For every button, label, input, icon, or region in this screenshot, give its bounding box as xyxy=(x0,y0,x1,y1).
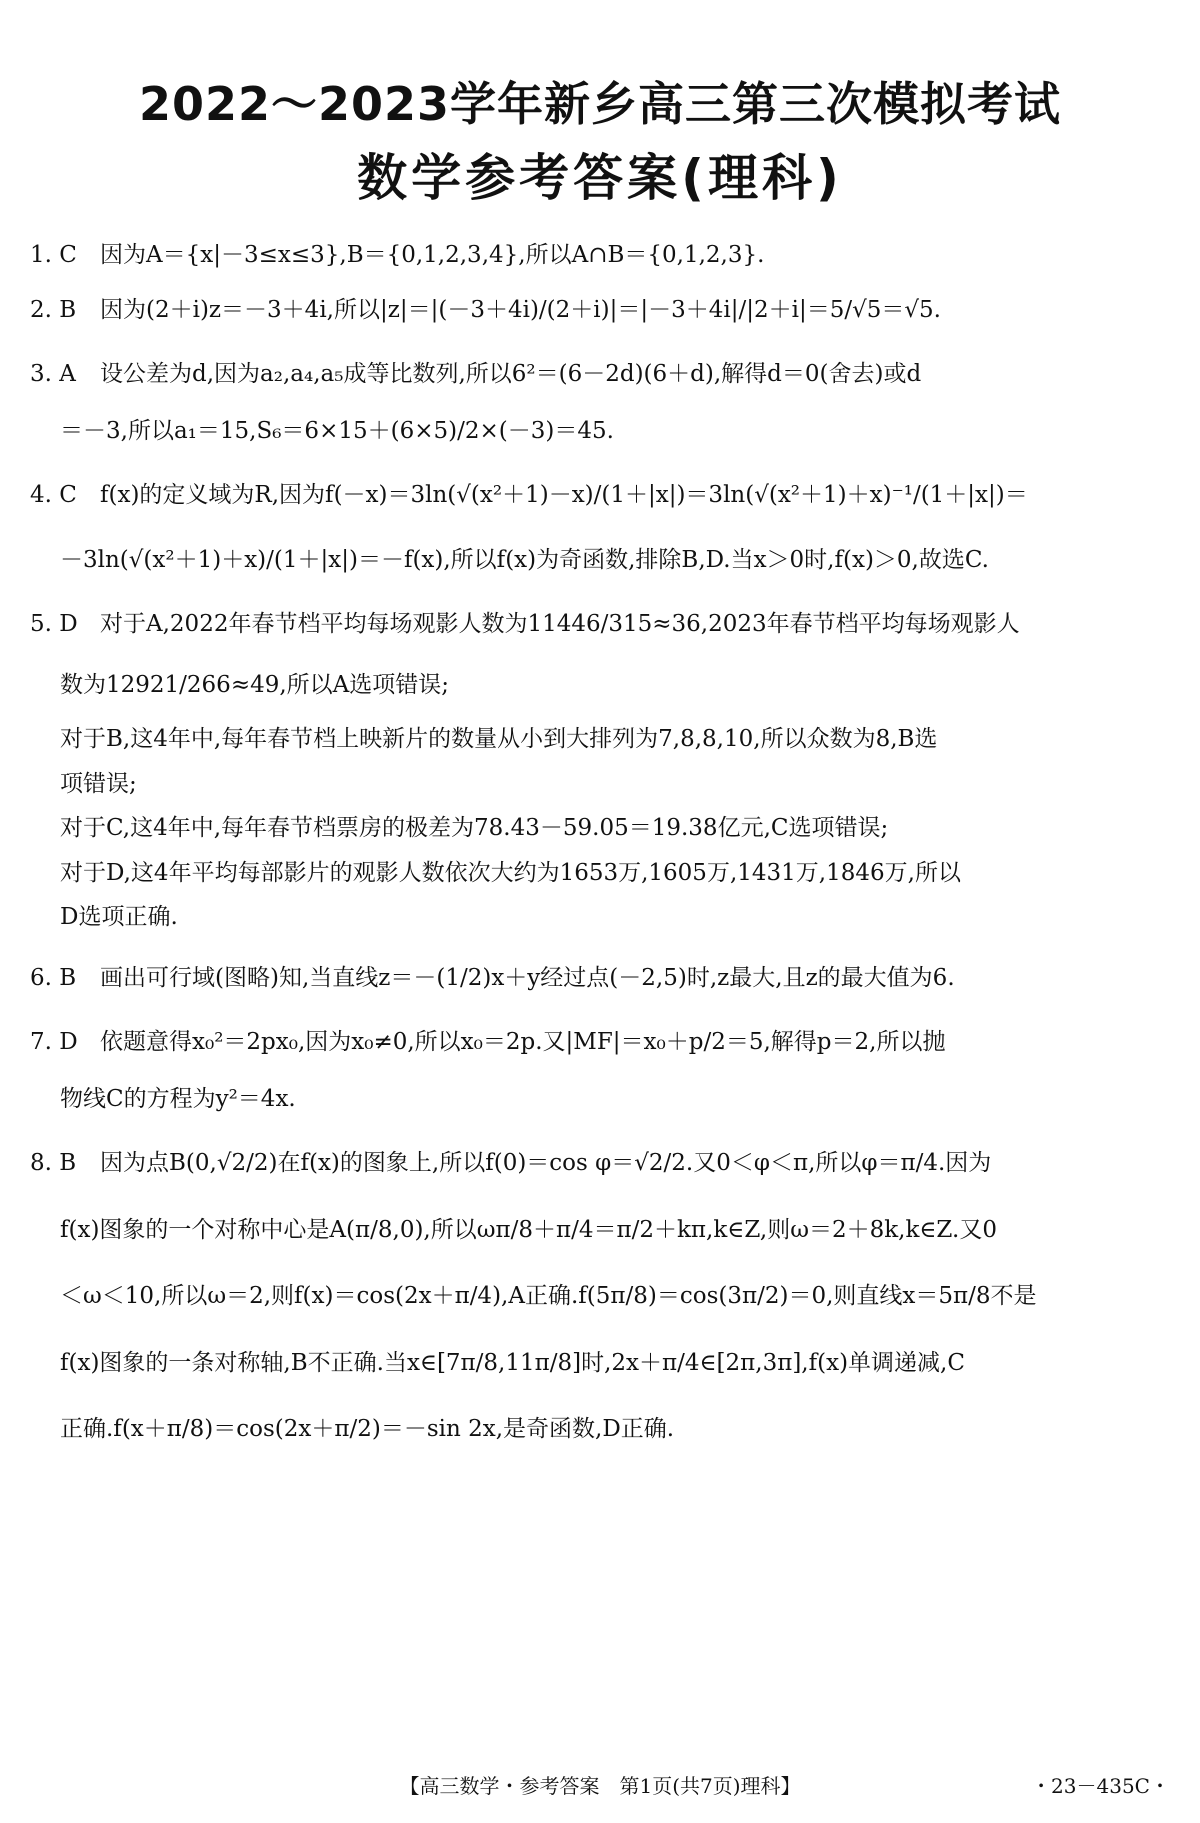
answer-label: 4. C xyxy=(30,482,77,508)
answer-label: 3. A xyxy=(30,361,76,387)
answer-text: ＝－3,所以a₁＝15,S₆＝6×15＋(6×5)/2×(－3)＝45. xyxy=(60,417,614,444)
answer-text: 对于B,这4年中,每年春节档上映新片的数量从小到大排列为7,8,8,10,所以众数为8,B选 xyxy=(60,726,938,752)
answer-text: f(x)图象的一个对称中心是A(π/8,0),所以ωπ/8＋π/4＝π/2＋kπ,k∈Z,则ω＝2＋8k,k∈Z.又0 xyxy=(60,1216,997,1243)
answer-8 xyxy=(30,1146,1180,1447)
answer-text: 项错误; xyxy=(60,770,137,797)
answer-2 xyxy=(30,293,1180,328)
answer-label: 6. B xyxy=(30,964,77,991)
answer-label: 1. C xyxy=(30,242,77,268)
footer-code: ・23－435C・ xyxy=(1031,1774,1170,1798)
answer-text: 数为12921/266≈49,所以A选项错误; xyxy=(60,671,450,698)
page-title: 2022～2023学年新乡高三第三次模拟考试 xyxy=(138,77,1062,131)
answer-list xyxy=(30,238,1180,1447)
answer-text: 正确.f(x＋π/8)＝cos(2x＋π/2)＝－sin 2x,是奇函数,D正确. xyxy=(60,1416,675,1442)
answer-5 xyxy=(30,607,1180,935)
answer-label: 2. B xyxy=(30,296,77,323)
answer-text: 画出可行域(图略)知,当直线z＝－(1/2)x＋y经过点(－2,5)时,z最大,且z的最大值为6. xyxy=(100,964,955,991)
answer-6 xyxy=(30,961,1180,996)
answer-label: 8. B xyxy=(30,1150,77,1176)
answer-text: ＜ω＜10,所以ω＝2,则f(x)＝cos(2x＋π/4),A正确.f(5π/8)＝cos(3π/2)＝0,则直线x＝5π/8不是 xyxy=(60,1283,1037,1309)
answer-text: 对于C,这4年中,每年春节档票房的极差为78.43－59.05＝19.38亿元,C选项错误; xyxy=(60,815,889,841)
answer-text: 依题意得x₀²＝2px₀,因为x₀≠0,所以x₀＝2p.又|MF|＝x₀＋p/2＝5,解得p＝2,所以抛 xyxy=(100,1029,946,1055)
answer-label: 5. D xyxy=(30,611,78,637)
answer-label: 7. D xyxy=(30,1029,78,1055)
answer-7 xyxy=(30,1025,1180,1116)
page-subtitle: 数学参考答案(理科) xyxy=(357,149,843,207)
footer-page-info: 【高三数学・参考答案 第1页(共7页)理科】 xyxy=(399,1774,801,1798)
answer-3 xyxy=(30,357,1180,448)
answer-1 xyxy=(30,238,1180,273)
answer-text: 设公差为d,因为a₂,a₄,a₅成等比数列,所以6²＝(6－2d)(6＋d),解得d＝0(舍去)或d xyxy=(100,361,922,387)
answer-text: f(x)的定义域为R,因为f(－x)＝3ln(√(x²＋1)－x)/(1＋|x|)＝3ln(√(x²＋1)＋x)⁻¹/(1＋|x|)＝ xyxy=(100,482,1028,508)
answer-text: 因为(2＋i)z＝－3＋4i,所以|z|＝|(－3＋4i)/(2＋i)|＝|－3＋4i|/|2＋i|＝5/√5＝√5. xyxy=(100,296,941,323)
answer-text: f(x)图象的一条对称轴,B不正确.当x∈[7π/8,11π/8]时,2x＋π/4∈[2π,3π],f(x)单调递减,C xyxy=(60,1349,965,1376)
answer-text: 因为A＝{x|－3≤x≤3},B＝{0,1,2,3,4},所以A∩B＝{0,1,2,3}. xyxy=(100,242,765,268)
answer-text: 物线C的方程为y²＝4x. xyxy=(60,1085,296,1112)
answer-text: D选项正确. xyxy=(60,904,178,930)
answer-text: 因为点B(0,√2/2)在f(x)的图象上,所以f(0)＝cos φ＝√2/2.又0＜φ＜π,所以φ＝π/4.因为 xyxy=(100,1150,992,1176)
answer-text: 对于D,这4年平均每部影片的观影人数依次大约为1653万,1605万,1431万,1846万,所以 xyxy=(60,859,961,886)
answer-4 xyxy=(30,478,1180,577)
answer-text: 对于A,2022年春节档平均每场观影人数为11446/315≈36,2023年春节档平均每场观影人 xyxy=(100,611,1020,637)
answer-text: －3ln(√(x²＋1)＋x)/(1＋|x|)＝－f(x),所以f(x)为奇函数,排除B,D.当x＞0时,f(x)＞0,故选C. xyxy=(60,546,989,573)
